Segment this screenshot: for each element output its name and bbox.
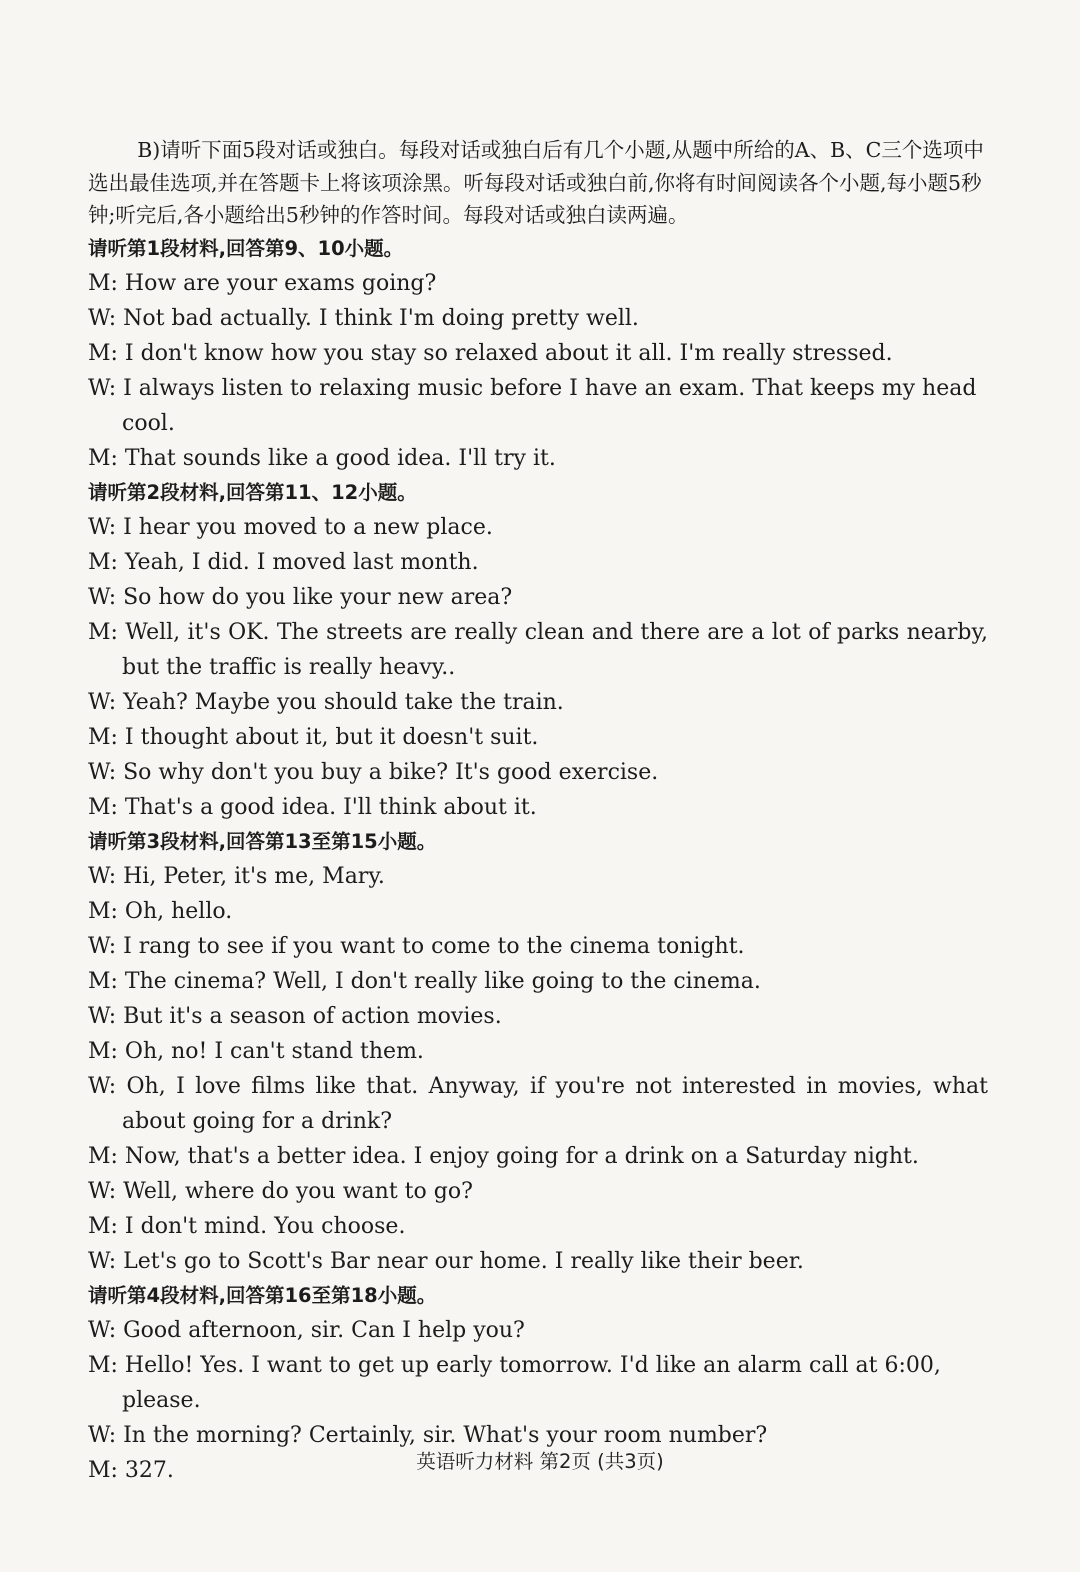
transcript-page: [88, 134, 988, 1488]
dialogue-line: W: Not bad actually. I think I'm doing pretty well.: [88, 305, 639, 331]
section-heading: 请听第4段材料,回答第16至第18小题。: [88, 1283, 437, 1307]
dialogue-line: W: Oh, I love films like that. Anyway, if you're not interested in movies, what about going for a drink?: [88, 1073, 988, 1134]
dialogue-line: M: How are your exams going?: [88, 270, 437, 296]
dialogue-line: M: Well, it's OK. The streets are really clean and there are a lot of parks nearby, but the traffic is really heavy..: [88, 619, 988, 680]
dialogue-line: M: Yeah, I did. I moved last month.: [88, 549, 479, 575]
dialogue-line: M: I don't mind. You choose.: [88, 1213, 406, 1239]
dialogue-line: W: Hi, Peter, it's me, Mary.: [88, 863, 385, 889]
section-heading: 请听第3段材料,回答第13至第15小题。: [88, 829, 437, 853]
dialogue-line: W: I hear you moved to a new place.: [88, 514, 493, 540]
dialogue-line: W: I rang to see if you want to come to the cinema tonight.: [88, 933, 745, 959]
dialogue-line: W: So how do you like your new area?: [88, 584, 513, 610]
section-2: [88, 476, 988, 825]
page-footer: 英语听力材料 第2页 (共3页): [416, 1450, 664, 1473]
dialogue-line: M: The cinema? Well, I don't really like going to the cinema.: [88, 968, 761, 994]
dialogue-line: M: Now, that's a better idea. I enjoy going for a drink on a Saturday night.: [88, 1143, 919, 1169]
section-heading: 请听第1段材料,回答第9、10小题。: [88, 236, 404, 260]
dialogue-line: M: Oh, hello.: [88, 898, 233, 924]
dialogue-line: M: That sounds like a good idea. I'll try it.: [88, 445, 556, 471]
dialogue-line: W: Yeah? Maybe you should take the train.: [88, 689, 564, 715]
dialogue-line: M: Oh, no! I can't stand them.: [88, 1038, 424, 1064]
dialogue-line: W: Let's go to Scott's Bar near our home. I really like their beer.: [88, 1248, 804, 1274]
dialogue-line: M: I thought about it, but it doesn't suit.: [88, 724, 539, 750]
dialogue-line: W: Well, where do you want to go?: [88, 1178, 473, 1204]
dialogue-line: M: Hello! Yes. I want to get up early tomorrow. I'd like an alarm call at 6:00, please.: [88, 1352, 941, 1413]
dialogue-line: M: That's a good idea. I'll think about it.: [88, 794, 537, 820]
section-3: [88, 825, 988, 1279]
dialogue-line: W: So why don't you buy a bike? It's good exercise.: [88, 759, 659, 785]
dialogue-line: W: But it's a season of action movies.: [88, 1003, 502, 1029]
dialogue-line: W: Good afternoon, sir. Can I help you?: [88, 1317, 525, 1343]
section-1: [88, 232, 988, 476]
dialogue-line: W: I always listen to relaxing music before I have an exam. That keeps my head cool.: [88, 375, 977, 436]
dialogue-line: M: 327.: [88, 1457, 174, 1483]
section-heading: 请听第2段材料,回答第11、12小题。: [88, 480, 417, 504]
dialogue-line: M: I don't know how you stay so relaxed about it all. I'm really stressed.: [88, 340, 893, 366]
dialogue-line: W: In the morning? Certainly, sir. What's your room number?: [88, 1422, 768, 1448]
instructions-paragraph: B)请听下面5段对话或独白。每段对话或独白后有几个小题,从题中所给的A、B、C三个选项中选出最佳选项,并在答题卡上将该项涂黑。听每段对话或独白前,你将有时间阅读各个小题,每小题5秒钟;听完后,各小题给出5秒钟的作答时间。每段对话或独白读两遍。: [88, 138, 984, 227]
